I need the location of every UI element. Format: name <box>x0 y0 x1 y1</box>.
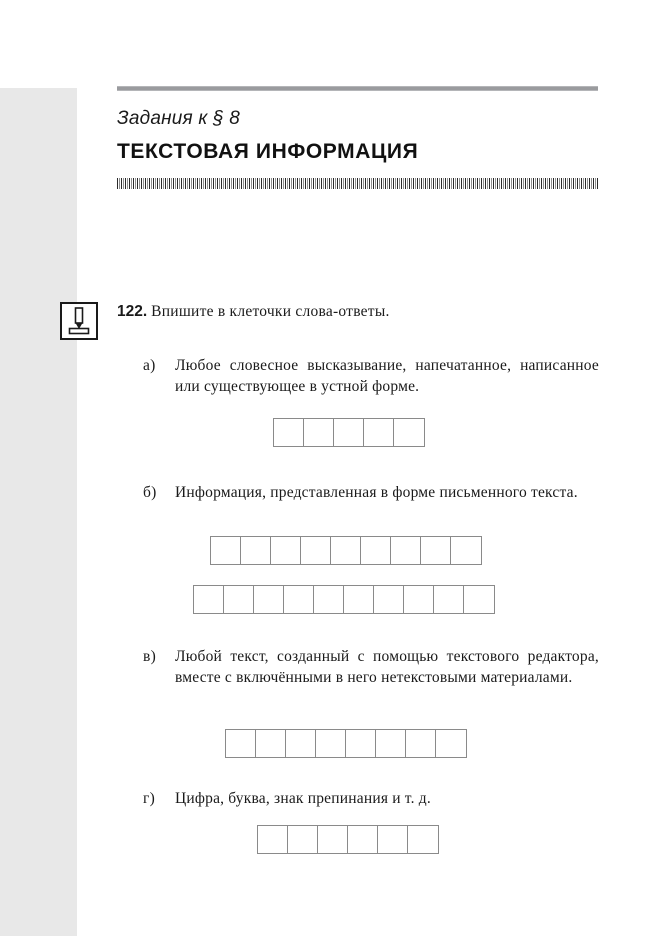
answer-cell[interactable] <box>346 730 376 757</box>
answer-cell[interactable] <box>314 586 344 613</box>
answer-cell[interactable] <box>394 419 424 446</box>
left-margin-strip <box>0 88 77 936</box>
list-item <box>117 788 599 809</box>
answer-grid[interactable] <box>225 729 467 758</box>
answer-cell[interactable] <box>364 419 394 446</box>
answer-grid[interactable] <box>210 536 482 565</box>
answer-cell[interactable] <box>254 586 284 613</box>
answer-cell[interactable] <box>348 826 378 853</box>
header-tick-rule <box>117 178 598 189</box>
answer-cell[interactable] <box>451 537 481 564</box>
answer-cell[interactable] <box>274 419 304 446</box>
answer-cell[interactable] <box>404 586 434 613</box>
answer-cell[interactable] <box>316 730 346 757</box>
list-item <box>117 646 599 688</box>
answer-cell[interactable] <box>434 586 464 613</box>
answer-cell[interactable] <box>331 537 361 564</box>
task-prompt: Впишите в клеточки слова-ответы. <box>151 303 390 320</box>
answer-cell[interactable] <box>241 537 271 564</box>
answer-cell[interactable] <box>376 730 406 757</box>
answer-cell[interactable] <box>224 586 254 613</box>
page-title: ТЕКСТОВАЯ ИНФОРМАЦИЯ <box>117 140 419 163</box>
answer-cell[interactable] <box>344 586 374 613</box>
answer-grid[interactable] <box>273 418 425 447</box>
item-text: Любой текст, созданный с помощью текстового редактора, вместе с включёнными в него нетекстовыми материалами. <box>175 648 599 686</box>
answer-grid[interactable] <box>257 825 439 854</box>
answer-cell[interactable] <box>318 826 348 853</box>
item-marker: г) <box>143 790 156 807</box>
item-text: Цифра, буква, знак препинания и т. д. <box>175 790 431 807</box>
item-marker: а) <box>143 357 156 374</box>
answer-cell[interactable] <box>271 537 301 564</box>
answer-cell[interactable] <box>288 826 318 853</box>
answer-cell[interactable] <box>406 730 436 757</box>
answer-cell[interactable] <box>391 537 421 564</box>
answer-cell[interactable] <box>421 537 451 564</box>
task-number: 122. <box>117 303 148 320</box>
task-heading <box>117 302 599 322</box>
answer-cell[interactable] <box>378 826 408 853</box>
answer-cell[interactable] <box>284 586 314 613</box>
item-text: Любое словесное высказывание, напечатанное, написанное или существующее в устной форме. <box>175 357 599 395</box>
answer-cell[interactable] <box>436 730 466 757</box>
header-top-rule <box>117 86 598 91</box>
answer-cell[interactable] <box>374 586 404 613</box>
list-item <box>117 355 599 397</box>
item-text: Информация, представленная в форме письменного текста. <box>175 484 578 501</box>
answer-cell[interactable] <box>286 730 316 757</box>
answer-grid[interactable] <box>193 585 495 614</box>
item-marker: в) <box>143 648 157 665</box>
answer-cell[interactable] <box>256 730 286 757</box>
answer-cell[interactable] <box>226 730 256 757</box>
answer-cell[interactable] <box>194 586 224 613</box>
list-item <box>117 482 599 503</box>
answer-cell[interactable] <box>301 537 331 564</box>
answer-cell[interactable] <box>334 419 364 446</box>
answer-cell[interactable] <box>361 537 391 564</box>
answer-cell[interactable] <box>211 537 241 564</box>
answer-cell[interactable] <box>464 586 494 613</box>
page-kicker: Задания к § 8 <box>117 108 241 129</box>
answer-cell[interactable] <box>258 826 288 853</box>
pencil-write-icon <box>60 302 98 340</box>
answer-cell[interactable] <box>304 419 334 446</box>
answer-cell[interactable] <box>408 826 438 853</box>
item-marker: б) <box>143 484 157 501</box>
